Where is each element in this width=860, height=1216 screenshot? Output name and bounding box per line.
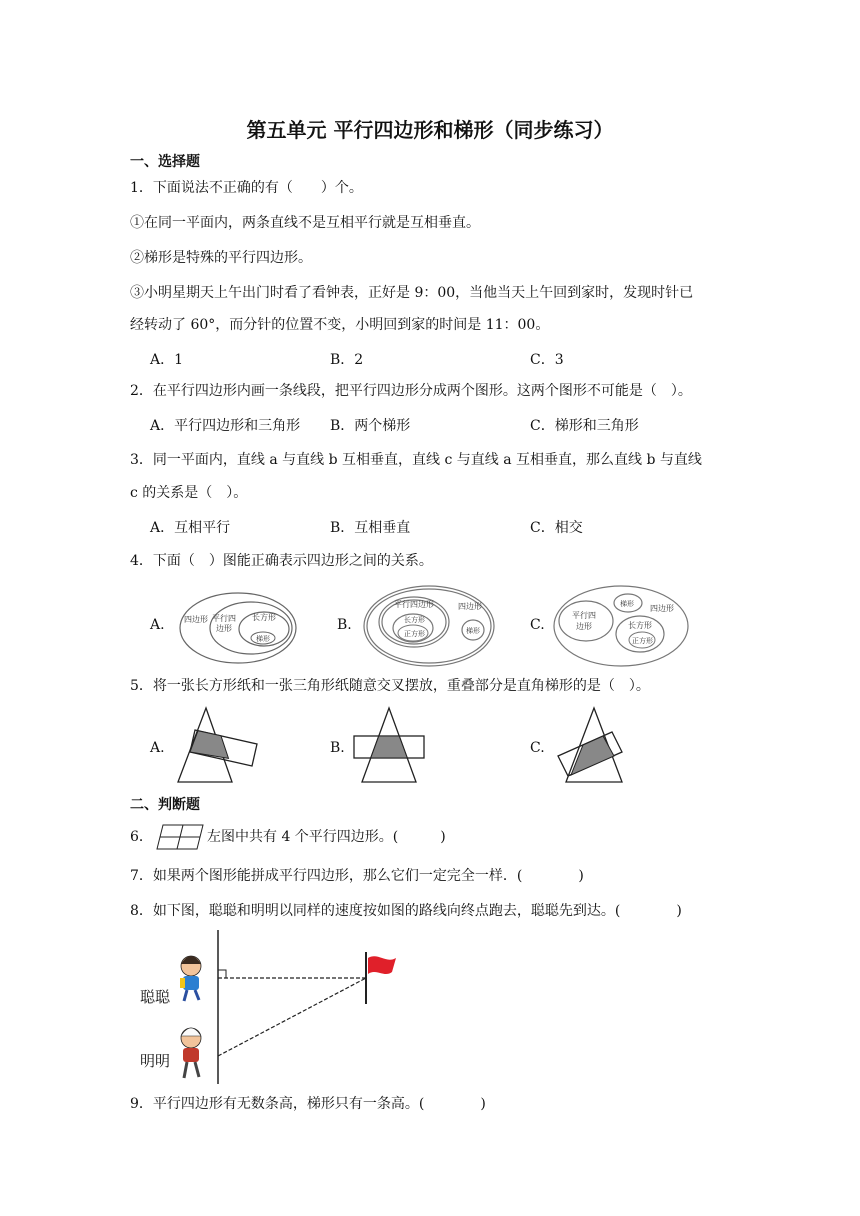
overlap-figure-a: [170, 704, 265, 786]
diagA-mid-label-line2: 边形: [216, 624, 232, 633]
name-mingming: 明明: [140, 1052, 171, 1070]
q5-option-b: B.: [330, 740, 345, 756]
race-path-figure: [136, 926, 406, 1086]
parallelogram-grid-figure: [155, 823, 205, 851]
q7-text: 7．如果两个图形能拼成平行四边形，那么它们一定完全一样．( ): [130, 868, 584, 884]
page-title: 第五单元 平行四边形和梯形（同步练习）: [246, 118, 614, 142]
q1-option-c: C．3: [530, 352, 564, 368]
q3-option-a: A．互相平行: [150, 520, 231, 536]
q1-statement-2: ②梯形是特殊的平行四边形。: [130, 250, 312, 266]
q3-stem-line1: 3．同一平面内，直线 a 与直线 b 互相垂直，直线 c 与直线 a 互相垂直，那么直线 b 与直线: [130, 452, 702, 468]
diagB-mid-label: 平行四边形: [394, 600, 434, 609]
q1-stem: 1．下面说法不正确的有（ ）个。: [130, 180, 363, 196]
section-heading-choice: 一、选择题: [130, 154, 200, 170]
diagC-inner1-label: 长方形: [628, 621, 652, 630]
diagB-inner1-label: 长方形: [404, 616, 425, 624]
diagC-left-label-line1: 平行四: [572, 611, 596, 620]
boy-mingming-icon: [181, 1028, 201, 1078]
q3-stem-line2: c 的关系是（ ）。: [130, 485, 248, 501]
q5-stem: 5．将一张长方形纸和一张三角形纸随意交叉摆放，重叠部分是直角梯形的是（ ）。: [130, 678, 650, 694]
venn-diagram-c: [552, 584, 690, 668]
q2-option-a: A．平行四边形和三角形: [150, 418, 301, 434]
q2-option-b: B．两个梯形: [330, 418, 411, 434]
diagA-mid-label-line1: 平行四: [212, 614, 236, 623]
q2-option-c: C．梯形和三角形: [530, 418, 639, 434]
name-congcong: 聪聪: [140, 988, 171, 1006]
overlap-figure-c: [556, 704, 638, 786]
overlap-figure-b: [348, 704, 430, 786]
diagC-right-label: 四边形: [650, 604, 674, 613]
q5-option-c: C.: [530, 740, 545, 756]
q3-option-b: B．互相垂直: [330, 520, 411, 536]
q1-statement-3a: ③小明星期天上午出门时看了看钟表，正好是 9：00，当他当天上午回到家时，发现时针已: [130, 285, 694, 301]
q2-stem: 2．在平行四边形内画一条线段，把平行四边形分成两个图形。这两个图形不可能是（ ）。: [130, 383, 692, 399]
q1-option-a: A．1: [150, 352, 184, 368]
q5-option-a: A.: [150, 740, 165, 756]
venn-diagram-a: [178, 590, 298, 666]
q1-statement-3b: 经转动了 60°，而分针的位置不变，小明回到家的时间是 11：00。: [130, 317, 550, 333]
q6-text: 左图中共有 4 个平行四边形。( ): [207, 829, 446, 845]
diagC-left-label-line2: 边形: [576, 622, 592, 631]
diagC-inner2-label: 正方形: [632, 637, 653, 645]
diagC-top-label: 梯形: [620, 600, 634, 608]
diagB-side-label: 梯形: [466, 627, 480, 635]
q8-stem: 8．如下图，聪聪和明明以同样的速度按如图的路线向终点跑去，聪聪先到达。( ): [130, 903, 682, 919]
q4-option-b: B.: [337, 617, 352, 633]
venn-diagram-b: [362, 584, 497, 668]
q6-number: 6．: [130, 829, 153, 845]
diagA-inner1-label: 长方形: [252, 613, 276, 622]
q3-option-c: C．相交: [530, 520, 583, 536]
diagB-inner2-label: 正方形: [404, 630, 425, 638]
q1-option-b: B．2: [330, 352, 364, 368]
section-heading-judge: 二、判断题: [130, 797, 200, 813]
boy-congcong-icon: [180, 956, 201, 1001]
diagA-outer-label: 四边形: [184, 615, 208, 624]
q9-text: 9．平行四边形有无数条高，梯形只有一条高。( ): [130, 1096, 486, 1112]
diagA-inner2-label: 梯形: [256, 635, 270, 643]
q4-option-a: A.: [150, 617, 165, 633]
q4-option-c: C.: [530, 617, 545, 633]
q1-statement-1: ①在同一平面内，两条直线不是互相平行就是互相垂直。: [130, 215, 480, 231]
q4-stem: 4．下面（ ）图能正确表示四边形之间的关系。: [130, 553, 433, 569]
diagB-outer-label: 四边形: [458, 602, 482, 611]
